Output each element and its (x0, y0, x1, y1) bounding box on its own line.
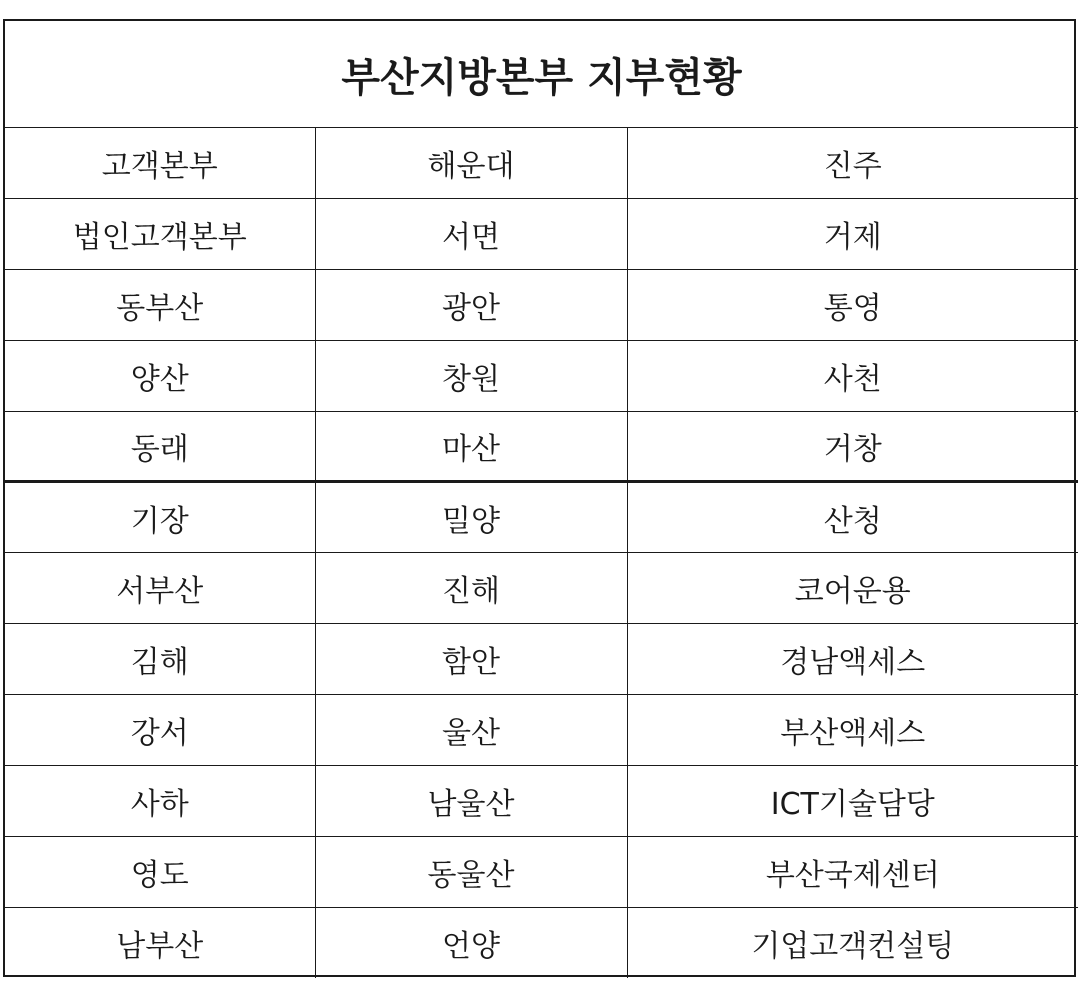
table-row (5, 340, 1078, 411)
table-cell: 법인고객본부 (5, 198, 315, 269)
table-cell: 동래 (5, 411, 315, 482)
table-cell: 거창 (627, 411, 1078, 482)
table-cell: 창원 (315, 340, 627, 411)
table-cell: 영도 (5, 836, 315, 907)
table-cell: 남울산 (315, 766, 627, 837)
table-cell: 고객본부 (5, 128, 315, 199)
table-cell: 사천 (627, 340, 1078, 411)
table-cell: 진해 (315, 553, 627, 624)
table-cell: 기업고객컨설팅 (627, 907, 1078, 978)
table-cell: 함안 (315, 624, 627, 695)
table-cell: 경남액세스 (627, 624, 1078, 695)
table-cell: 사하 (5, 766, 315, 837)
table-cell: 부산국제센터 (627, 836, 1078, 907)
table-cell: 부산액세스 (627, 695, 1078, 766)
table-cell: 기장 (5, 482, 315, 553)
table-row (5, 766, 1078, 837)
branch-status-table-frame (3, 19, 1076, 977)
table-cell: 밀양 (315, 482, 627, 553)
table-row (5, 553, 1078, 624)
branch-status-table (5, 21, 1078, 978)
table-cell: 통영 (627, 269, 1078, 340)
table-cell: 남부산 (5, 907, 315, 978)
table-cell: 거제 (627, 198, 1078, 269)
table-cell: ICT기술담당 (627, 766, 1078, 837)
table-cell: 해운대 (315, 128, 627, 199)
table-row (5, 198, 1078, 269)
table-cell: 서부산 (5, 553, 315, 624)
table-cell: 언양 (315, 907, 627, 978)
table-cell: 서면 (315, 198, 627, 269)
table-cell: 코어운용 (627, 553, 1078, 624)
table-title-row (5, 21, 1078, 128)
table-row (5, 907, 1078, 978)
table-cell: 김해 (5, 624, 315, 695)
table-row (5, 695, 1078, 766)
table-title: 부산지방본부 지부현황 (5, 21, 1078, 128)
table-row (5, 269, 1078, 340)
table-cell: 동부산 (5, 269, 315, 340)
table-cell: 동울산 (315, 836, 627, 907)
table-cell: 양산 (5, 340, 315, 411)
table-row (5, 836, 1078, 907)
table-cell: 진주 (627, 128, 1078, 199)
table-row (5, 482, 1078, 553)
table-cell: 마산 (315, 411, 627, 482)
table-row (5, 128, 1078, 199)
table-row (5, 624, 1078, 695)
table-cell: 산청 (627, 482, 1078, 553)
table-cell: 강서 (5, 695, 315, 766)
table-cell: 광안 (315, 269, 627, 340)
table-cell: 울산 (315, 695, 627, 766)
table-row (5, 411, 1078, 482)
